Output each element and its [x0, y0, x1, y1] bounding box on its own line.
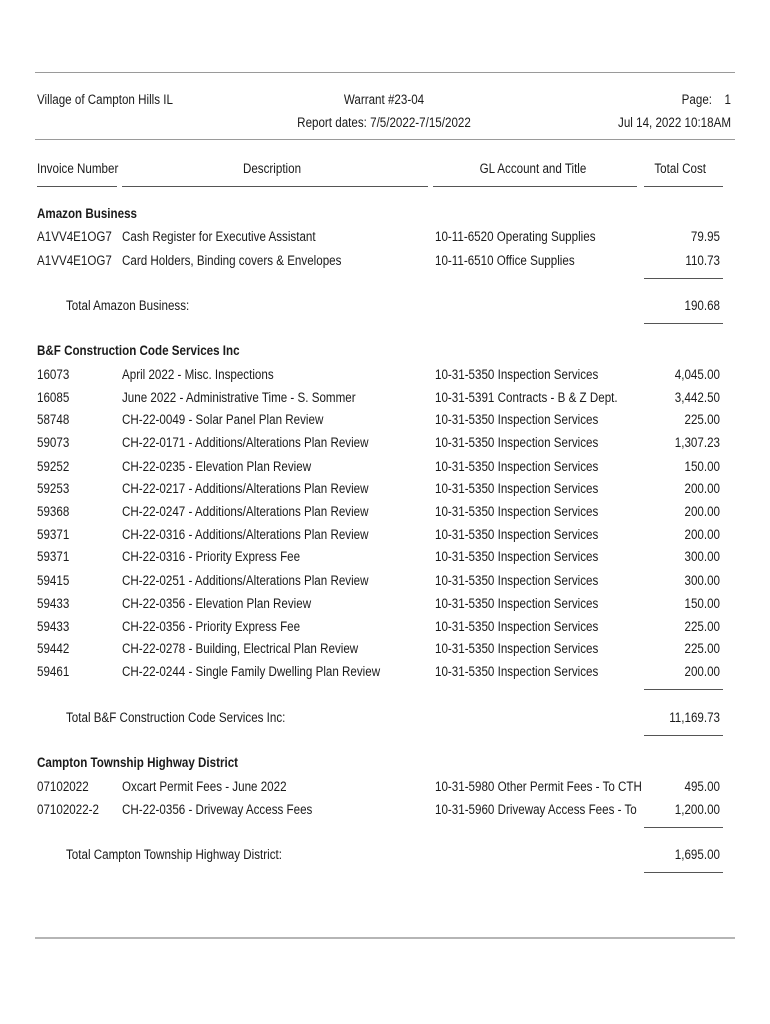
- amount: 225.00: [684, 412, 720, 427]
- description: CH-22-0356 - Priority Express Fee: [122, 619, 301, 634]
- subtotal-rule: [644, 827, 723, 828]
- invoice-number: 59433: [37, 619, 70, 634]
- col-invoice-underline: [37, 186, 117, 187]
- amount: 300.00: [684, 549, 720, 564]
- amount: 200.00: [684, 527, 720, 542]
- amount: 225.00: [684, 619, 720, 634]
- description: Card Holders, Binding covers & Envelopes: [122, 253, 342, 268]
- invoice-number: 07102022: [37, 779, 89, 794]
- vendor-heading: Amazon Business: [37, 206, 138, 221]
- invoice-number: 07102022-2: [37, 802, 99, 817]
- invoice-number: 59368: [37, 504, 70, 519]
- amount: 1,200.00: [674, 802, 720, 817]
- gl-account: 10-31-5350 Inspection Services: [435, 367, 599, 382]
- gl-account: 10-31-5350 Inspection Services: [435, 641, 599, 656]
- total-rule: [644, 872, 723, 873]
- col-description: Description: [242, 161, 302, 176]
- col-gl-account: GL Account and Title: [479, 161, 587, 176]
- vendor-total-label: Total B&F Construction Code Services Inc:: [66, 710, 286, 725]
- invoice-number: 59253: [37, 481, 70, 496]
- description: June 2022 - Administrative Time - S. Sommer: [122, 390, 356, 405]
- subtotal-rule: [644, 278, 723, 279]
- report-timestamp: Jul 14, 2022 10:18AM: [618, 115, 731, 130]
- vendor-total-amount: 1,695.00: [674, 847, 720, 862]
- amount: 300.00: [684, 573, 720, 588]
- description: CH-22-0251 - Additions/Alterations Plan Review: [122, 573, 369, 588]
- description: CH-22-0244 - Single Family Dwelling Plan Review: [122, 664, 381, 679]
- amount: 150.00: [684, 596, 720, 611]
- org-name: Village of Campton Hills IL: [37, 92, 173, 107]
- description: CH-22-0235 - Elevation Plan Review: [122, 459, 312, 474]
- amount: 200.00: [684, 504, 720, 519]
- gl-account: 10-31-5350 Inspection Services: [435, 619, 599, 634]
- vendor-total-amount: 190.68: [684, 298, 720, 313]
- total-rule: [644, 735, 723, 736]
- amount: 3,442.50: [674, 390, 720, 405]
- description: CH-22-0356 - Elevation Plan Review: [122, 596, 312, 611]
- invoice-number: 59433: [37, 596, 70, 611]
- top-rule: [35, 72, 735, 73]
- amount: 200.00: [684, 664, 720, 679]
- vendor-total-label: Total Campton Township Highway District:: [66, 847, 282, 862]
- gl-account: 10-31-5980 Other Permit Fees - To CTH: [435, 779, 642, 794]
- amount: 110.73: [685, 253, 720, 268]
- vendor-total-label: Total Amazon Business:: [66, 298, 190, 313]
- amount: 1,307.23: [674, 435, 720, 450]
- gl-account: 10-31-5350 Inspection Services: [435, 481, 599, 496]
- description: CH-22-0316 - Priority Express Fee: [122, 549, 301, 564]
- gl-account: 10-31-5350 Inspection Services: [435, 504, 599, 519]
- bottom-rule: [35, 937, 735, 939]
- invoice-number: 59371: [37, 527, 70, 542]
- description: CH-22-0316 - Additions/Alterations Plan Review: [122, 527, 369, 542]
- invoice-number: 58748: [37, 412, 70, 427]
- header-rule: [35, 139, 735, 140]
- gl-account: 10-31-5350 Inspection Services: [435, 435, 599, 450]
- page-number: 1: [724, 92, 731, 107]
- total-rule: [644, 323, 723, 324]
- gl-account: 10-11-6520 Operating Supplies: [435, 229, 596, 244]
- vendor-heading: B&F Construction Code Services Inc: [37, 343, 240, 358]
- amount: 79.95: [690, 229, 720, 244]
- col-description-underline: [122, 186, 428, 187]
- invoice-number: 59461: [37, 664, 70, 679]
- description: CH-22-0247 - Additions/Alterations Plan Review: [122, 504, 369, 519]
- amount: 150.00: [684, 459, 720, 474]
- vendor-total-amount: 11,169.73: [669, 710, 720, 725]
- description: CH-22-0356 - Driveway Access Fees: [122, 802, 313, 817]
- invoice-number: 59442: [37, 641, 70, 656]
- vendor-heading: Campton Township Highway District: [37, 755, 239, 770]
- col-total-cost: Total Cost: [654, 161, 706, 176]
- invoice-number: 59415: [37, 573, 70, 588]
- description: CH-22-0217 - Additions/Alterations Plan Review: [122, 481, 369, 496]
- gl-account: 10-31-5350 Inspection Services: [435, 549, 599, 564]
- description: CH-22-0049 - Solar Panel Plan Review: [122, 412, 324, 427]
- amount: 225.00: [684, 641, 720, 656]
- report-dates: Report dates: 7/5/2022-7/15/2022: [297, 115, 471, 130]
- gl-account: 10-31-5350 Inspection Services: [435, 412, 599, 427]
- gl-account: 10-31-5391 Contracts - B & Z Dept.: [435, 390, 618, 405]
- invoice-number: 16085: [37, 390, 70, 405]
- invoice-number: 16073: [37, 367, 70, 382]
- gl-account: 10-31-5350 Inspection Services: [435, 573, 599, 588]
- gl-account: 10-11-6510 Office Supplies: [435, 253, 575, 268]
- invoice-number: 59252: [37, 459, 70, 474]
- description: Oxcart Permit Fees - June 2022: [122, 779, 287, 794]
- subtotal-rule: [644, 689, 723, 690]
- gl-account: 10-31-5350 Inspection Services: [435, 459, 599, 474]
- description: April 2022 - Misc. Inspections: [122, 367, 274, 382]
- amount: 4,045.00: [674, 367, 720, 382]
- col-gl-underline: [433, 186, 637, 187]
- amount: 200.00: [684, 481, 720, 496]
- description: CH-22-0171 - Additions/Alterations Plan Review: [122, 435, 369, 450]
- gl-account: 10-31-5350 Inspection Services: [435, 664, 599, 679]
- col-invoice-number: Invoice Number: [37, 161, 119, 176]
- invoice-number: A1VV4E1OG7: [37, 253, 112, 268]
- invoice-number: 59073: [37, 435, 70, 450]
- gl-account: 10-31-5350 Inspection Services: [435, 596, 599, 611]
- invoice-number: A1VV4E1OG7: [37, 229, 112, 244]
- amount: 495.00: [684, 779, 720, 794]
- page-label: Page:: [681, 92, 712, 107]
- description: CH-22-0278 - Building, Electrical Plan Review: [122, 641, 359, 656]
- warrant-number: Warrant #23-04: [343, 92, 425, 107]
- description: Cash Register for Executive Assistant: [122, 229, 316, 244]
- col-total-underline: [644, 186, 723, 187]
- gl-account: 10-31-5350 Inspection Services: [435, 527, 599, 542]
- invoice-number: 59371: [37, 549, 70, 564]
- gl-account: 10-31-5960 Driveway Access Fees - To: [435, 802, 637, 817]
